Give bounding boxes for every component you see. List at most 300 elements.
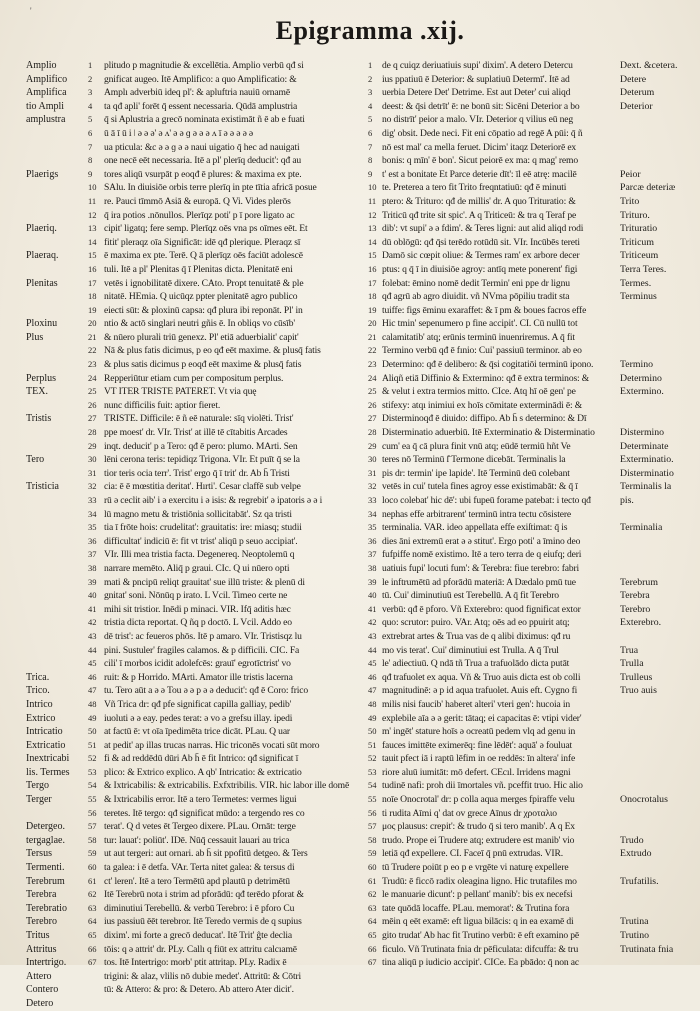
text-line: iuoluti ǝ ǝ eay. pedes terat: ǝ vo ǝ grefsu illay. ipedi xyxy=(104,712,293,724)
line-number: 65 xyxy=(88,930,97,940)
text-line: ppe moest' dr. VIr. Trist' at illē tē cītabitis Arcades xyxy=(104,427,288,439)
line-number: 1 xyxy=(368,60,373,70)
margin-note: Terebratio xyxy=(26,902,67,914)
text-line: stifexy: atqı inimiui ex hoīs cōmitate exterminādi ē: & xyxy=(382,399,583,411)
margin-note xyxy=(620,739,700,753)
margin-note xyxy=(620,344,700,358)
line-number: 24 xyxy=(368,372,377,383)
line-number: 22 xyxy=(368,345,377,356)
text-line: ti rudita Aīmi q' dat ov grece Aīnus dr χροταλιο xyxy=(382,807,557,819)
text-line: tos. Itē Intertrigo: morb' ptit attritap. PLy. Radix ē xyxy=(104,957,287,969)
right-column-line-numbers xyxy=(368,59,382,970)
text-line: mo vis terat'. Cui' diminutiui est Trulla. A q̄ Trul xyxy=(382,644,559,656)
margin-note xyxy=(620,113,700,127)
margin-note xyxy=(26,521,88,535)
line-number: 53 xyxy=(368,766,377,777)
margin-note xyxy=(26,181,88,195)
text-line: Itē Terebrū nota i strim ad pforādū: qđ terēdo pforat & xyxy=(104,889,304,901)
line-number: 18 xyxy=(88,291,97,302)
margin-note: Detere xyxy=(620,73,647,85)
text-line: & plus satis dicimus p eoqđ eēt maxime & plusq̄ fatis xyxy=(104,359,302,371)
margin-note: Attritus xyxy=(26,943,57,955)
margin-note xyxy=(620,888,700,902)
line-number: 31 xyxy=(368,467,377,478)
text-line: plitudo p magnitudie & excellētia. Amplio verbū qđ si xyxy=(104,60,304,71)
margin-note: Intricatio xyxy=(26,726,63,738)
text-line: trudo. Prope ei Trudere atq; extrudere est manib' vio xyxy=(382,834,575,846)
margin-note xyxy=(26,141,88,155)
margin-note xyxy=(620,399,700,413)
line-number: 48 xyxy=(88,698,97,709)
line-number: 57 xyxy=(88,821,97,832)
line-number: 48 xyxy=(368,698,377,709)
text-line: Amplı adverbiū ideq pl': & apluftria nauiū ornamē xyxy=(104,87,290,99)
margin-note: Determinate xyxy=(620,440,669,452)
text-line: lū magno metu & tristiōnia sollicitabāt'. Sz qa tristi xyxy=(104,508,292,520)
margin-note: Extermino. xyxy=(620,386,664,398)
margin-note xyxy=(26,616,88,630)
margin-note: Terger xyxy=(26,794,52,806)
margin-note: Plenitas xyxy=(26,277,58,289)
line-number: 19 xyxy=(368,304,377,315)
line-number: 3 xyxy=(368,87,373,98)
line-number: 21 xyxy=(368,331,377,342)
text-line: mati & pncipū reliqt grauitat' sue illū triste: & plenū di xyxy=(104,576,305,588)
margin-note: Terebrum xyxy=(620,576,658,588)
line-number: 43 xyxy=(88,630,97,641)
text-line: fi & ad reddēdū dūri Ab h̄ ē fit Intrico: qđ significat ī xyxy=(104,753,299,765)
margin-note xyxy=(26,467,88,481)
margin-note: Deterum xyxy=(620,87,655,99)
line-number: 44 xyxy=(88,644,97,655)
line-number: 61 xyxy=(88,875,97,886)
margin-note xyxy=(26,589,88,603)
margin-note: Perplus xyxy=(26,372,56,384)
text-line: Triticū qđ trite sit spic'. A q Triticeū: & tra q Teraf pe xyxy=(382,209,577,221)
margin-note xyxy=(26,535,88,549)
line-number: 32 xyxy=(368,481,377,492)
text-line: cia: ē ē mœstitia deritat'. Hırti'. Cesar claffē sub velpe xyxy=(104,481,301,493)
line-number: 41 xyxy=(368,603,377,614)
line-number: 2 xyxy=(368,73,373,84)
line-number: 16 xyxy=(88,263,97,274)
line-number: 35 xyxy=(88,522,97,533)
text-line: ua pticula: &c ǝ ǝ ɡ ǝ ǝ naui uigatio q̄ hec ad nauigati xyxy=(104,141,300,153)
margin-note xyxy=(26,576,88,590)
margin-note: Onocrotalus xyxy=(620,794,668,806)
right-margin-notes xyxy=(620,59,700,970)
margin-note xyxy=(26,195,88,209)
text-line: Aliqñ etiā Diffinio & Extermino: qđ ē extra terminos: & xyxy=(382,372,590,384)
line-number: 9 xyxy=(368,168,373,179)
margin-note xyxy=(620,956,700,970)
text-line: narrare memēto. Aliq̄ p graui. CIc. Q ui nūero opti xyxy=(104,562,290,574)
text-line: at factū ē: vt oīa īpedimēta trice dicāt. PLau. Q uar xyxy=(104,726,290,738)
margin-note: Intrico xyxy=(26,698,53,710)
line-number: 6 xyxy=(368,127,373,138)
line-number: 9 xyxy=(88,168,93,179)
margin-note xyxy=(26,548,88,562)
margin-note: lis. Termes xyxy=(26,766,70,778)
line-number: 24 xyxy=(88,372,97,383)
text-line: Nā & plus fatis dicimus, p eo qđ eēt maxime. & plusq̄ fatis xyxy=(104,345,321,357)
margin-note: Dext. &cetera. xyxy=(620,60,678,71)
text-line: ntio & actō singlari neutri gñis ē. In obliqs vo cūsīb' xyxy=(104,318,295,330)
line-number: 61 xyxy=(368,875,377,886)
line-number: 37 xyxy=(88,549,97,560)
text-line: one necē eēt necessaria. Itē a pl' plerīq deducit': qđ au xyxy=(104,155,302,167)
line-number: 26 xyxy=(368,399,377,410)
margin-note: Amplio xyxy=(26,60,57,71)
line-number: 35 xyxy=(368,522,377,533)
margin-note xyxy=(26,154,88,168)
margin-note xyxy=(26,508,88,522)
margin-note xyxy=(620,331,700,345)
margin-note xyxy=(620,304,700,318)
line-number: 11 xyxy=(368,195,377,206)
line-number: 38 xyxy=(368,562,377,573)
text-line: ta galea: i ē detfa. VAr. Terta nitet galea: & tersus di xyxy=(104,862,295,874)
margin-note xyxy=(26,399,88,413)
margin-note: Triticeum xyxy=(620,250,659,262)
line-number: 31 xyxy=(88,467,97,478)
line-number: 37 xyxy=(368,549,377,560)
text-line: vetēs i ignobilitatē dixere. CAto. Propt tenuitatē & ple xyxy=(104,277,304,289)
line-number: 30 xyxy=(88,454,97,465)
line-number: 29 xyxy=(88,440,97,451)
text-line: magnitudinē: ǝ p id aqua trafuolet. Auis eft. Cygno fi xyxy=(382,685,578,697)
text-line: pini. Sustuler' fragiles calamos. & p difficili. CIC. Fa xyxy=(104,644,300,656)
margin-note: Ploxinu xyxy=(26,318,58,330)
line-number: 56 xyxy=(88,807,97,818)
line-number: 10 xyxy=(368,182,377,193)
text-line: Damō sic cœpit oliue: & Termes ram' ex arbore decer xyxy=(382,250,580,262)
line-number: 30 xyxy=(368,454,377,465)
text-line: ut aut tergeri: aut ornari. ab h̄ sit ppofitū detgeo. & Ters xyxy=(104,848,308,860)
margin-note: Trudo xyxy=(620,834,644,846)
line-number: 8 xyxy=(88,155,93,166)
left-margin-notes xyxy=(26,59,88,1011)
text-line: milis nisi faucib' haberet alteri' vteri gen': hucoia in xyxy=(382,698,571,710)
text-line: de q cuiqz deriuatiuis supi' dixim'. A detero Detercu xyxy=(382,60,573,71)
margin-note: amplustra xyxy=(26,114,66,126)
text-line: terminalia. VAR. ideo appellata effe exiſtimat: q̄ is xyxy=(382,522,568,534)
text-line: ius ppatiuū ē Deterior: & suplatiuū Determī'. Itē ad xyxy=(382,73,570,85)
text-line: ta qđ apli' forēt q̄ essent necessaria. Qūdā amplustria xyxy=(104,100,298,112)
line-number: 63 xyxy=(88,902,97,913)
text-line: ptus: q q̄ ī in diuisiōe agroy: antīq mete ponerent' figi xyxy=(382,263,578,275)
margin-note xyxy=(620,508,700,522)
text-line: ruit: & p Horrido. MArti. Amator ille tristis lacerna xyxy=(104,671,293,683)
line-number: 12 xyxy=(368,209,377,220)
line-number: 54 xyxy=(368,780,377,791)
line-number: 65 xyxy=(368,930,377,940)
margin-note xyxy=(26,263,88,277)
text-line: m' ingēt' stature hoīs ǝ ocreatū pedem vlq ad genu in xyxy=(382,726,576,738)
margin-note: Truo auis xyxy=(620,685,657,697)
text-line: tuli. Itē a pl' Plenitas q̄ ī Plenitas dicta. Plenitatē eni xyxy=(104,263,293,275)
text-line: q̄ ira potios .nōnullos. Plerīqz poti' p ī pore ligato ac xyxy=(104,209,295,221)
line-number: 64 xyxy=(368,916,377,927)
text-line: & velut i extra termios mitto. CIce. Atq hī oē gen' pe xyxy=(382,386,576,398)
margin-note: Distermino xyxy=(620,427,665,439)
text-line: dies āni extremū erat ǝ ǝ stitut'. Ergo poti' a īmino deo xyxy=(382,535,581,547)
line-number: 52 xyxy=(88,753,97,764)
line-number: 10 xyxy=(88,182,97,193)
corner-mark: ' xyxy=(30,6,32,16)
margin-note: Peior xyxy=(620,168,641,180)
margin-note: Extrudo xyxy=(620,848,652,860)
margin-note xyxy=(620,902,700,916)
text-line: verbū: qđ ē pforo. Vñ Exterebro: quod fignificat extor xyxy=(382,603,581,615)
text-line: μος plausus: crepit': & trudo q̄ si tero manib'. A q Ex xyxy=(382,821,575,833)
margin-note xyxy=(620,127,700,141)
text-line: & Ixtricabilis error. Itē a tero Termetes: vermes ligui xyxy=(104,794,297,806)
line-number: 17 xyxy=(368,277,377,288)
line-number: 6 xyxy=(88,127,93,138)
line-number: 33 xyxy=(368,495,377,505)
text-line: teres nō Terminū ſ̄ Termone dicebāt. Terminalis la xyxy=(382,454,566,466)
line-number: 27 xyxy=(88,413,97,424)
text-line: fauces imittēte eximerēq: fine lēdēt': aquā' ǝ fouluat xyxy=(382,739,573,751)
margin-note xyxy=(620,752,700,766)
text-line: dixim'. mi forte a grecō deducat'. Itē Trit' ĝte declia xyxy=(104,930,292,941)
text-line: & Ixtricabilis: & extricabilis. Exfxtribilis. VIR. hic labor ille domē xyxy=(104,780,350,792)
margin-note: Trua xyxy=(620,644,639,656)
line-number: 60 xyxy=(88,862,97,873)
margin-note xyxy=(26,358,88,372)
line-number: 62 xyxy=(368,889,377,900)
text-line: tores aliqū vsurpāt p eoqđ ē plures: & maxima ex pte. xyxy=(104,168,302,180)
line-number: 19 xyxy=(88,304,97,315)
line-number: 59 xyxy=(88,848,97,859)
text-line: Repperiūtur etiam cum per compositum perplus. xyxy=(104,372,284,384)
line-number: 8 xyxy=(368,155,373,166)
text-line: Determino: qđ ē delibero: & q̄si cogitatiōi terminū ipono. xyxy=(382,359,594,371)
margin-note xyxy=(26,426,88,440)
line-number: 67 xyxy=(88,957,97,968)
text-line: t' est a bonitate Et Parce deterie dīt': īl eē atrę: macilē xyxy=(382,168,577,180)
margin-note xyxy=(26,494,88,508)
text-line: VIr. Illi mea tristia facta. Degenereq. Neoptolemū q xyxy=(104,549,295,561)
margin-note: Plaeraq. xyxy=(26,250,59,262)
margin-note: Terebro xyxy=(26,916,57,928)
margin-note: Termes. xyxy=(620,277,652,289)
margin-note: Plus xyxy=(26,331,44,343)
text-line: dig' obsit. Dede neci. Fit eni cōpatio ad regē A pūi: q̄ ñ xyxy=(382,127,583,139)
margin-note: Trutinata fnia xyxy=(620,943,674,955)
line-number: 29 xyxy=(368,440,377,451)
margin-note: Tritus xyxy=(26,930,50,941)
line-number: 47 xyxy=(368,685,377,696)
line-number: 62 xyxy=(88,889,97,900)
text-line: calamitatib' atq; erūnis terminū inuenriremus. A q̄ fit xyxy=(382,331,575,343)
text-line: eiecti sūt: & ploxinū capsa: qđ plura ibi reponāt. Pl' in xyxy=(104,304,303,316)
line-number: 53 xyxy=(88,766,97,777)
text-line: uerbia Detere Det' Detrime. Est aut Deter' cui aliqd xyxy=(382,87,571,99)
margin-note: Trito xyxy=(620,195,640,207)
line-number: 11 xyxy=(88,195,97,206)
margin-note: Detero xyxy=(26,997,54,1009)
text-line: le inftrumētū ad pforādū materiā: A Dædalo pmū tue xyxy=(382,576,576,588)
text-line: difficultat' indiciū ē: fit vt trist' aliqū p seuo accipiat'. xyxy=(104,535,298,547)
line-number: 25 xyxy=(368,386,377,397)
text-line: gito trudat' Ab hac fit Trutino verbū: ē eft examino pē xyxy=(382,930,580,941)
margin-note: Extricatio xyxy=(26,739,66,751)
line-number: 14 xyxy=(368,236,377,247)
line-number: 42 xyxy=(368,617,377,628)
margin-note: Plaeriq. xyxy=(26,223,57,235)
text-line: dē trist': ac feueros phōs. Itē p amaro. VIr. Tristisqz lu xyxy=(104,630,302,642)
margin-note: Deterior xyxy=(620,100,653,112)
margin-note xyxy=(26,440,88,454)
text-line: ct' leren'. Itē a tero Termētū apd plautū p detrimētū xyxy=(104,875,290,887)
margin-note: Terminalis la xyxy=(620,481,672,493)
text-line: uatiuis fupi' locuti fum': & Terebra: fiue terebro: fabri xyxy=(382,562,580,574)
margin-note xyxy=(620,779,700,793)
line-number: 26 xyxy=(88,399,97,410)
text-line: deest: & q̄si detrīt' ē: ne bonū sit: Sicēni Deterior a bo xyxy=(382,100,580,112)
text-line: le manuarie dicunt': p pellant' manib': bis ex necefsi xyxy=(382,889,573,901)
margin-note: tio Ampli xyxy=(26,100,65,112)
margin-note xyxy=(620,317,700,331)
text-line: nunc difficilis fuit: aptior fieret. xyxy=(104,399,221,411)
text-line: re. Pauci tīmmō Asiā & europā. Q Vi. Vides plerōs xyxy=(104,195,291,207)
margin-note: Amplifico xyxy=(26,73,68,85)
text-line: nō est mal' ca mella feruet. Dicim' itaqz Deteriorē ex xyxy=(382,141,577,153)
line-number: 52 xyxy=(368,753,377,764)
margin-note: TEX. xyxy=(26,386,48,398)
line-number: 13 xyxy=(368,223,377,234)
line-number: 56 xyxy=(368,807,377,818)
line-number: 47 xyxy=(88,685,97,696)
line-number: 49 xyxy=(368,712,377,723)
margin-note: Determino xyxy=(620,372,662,384)
text-line: cipit' ligatq; fere semp. Plerīqz oēs vna ps oīmes eēt. Et xyxy=(104,223,308,235)
margin-note xyxy=(26,644,88,658)
text-line: tōis: q ǝ attrit' dr. PLy. Callı q fiūt ex attritu calcıamē xyxy=(104,943,297,955)
line-number: 51 xyxy=(368,739,377,750)
margin-note: Disterminatio xyxy=(620,467,674,479)
margin-note xyxy=(620,766,700,780)
line-number: 49 xyxy=(88,712,97,723)
line-number: 17 xyxy=(88,277,97,288)
line-number: 39 xyxy=(368,576,377,587)
text-line: fitit' pleraqz oīa Significāt: idē qđ plerique. Pleraqz sī xyxy=(104,236,301,248)
margin-note xyxy=(620,562,700,576)
text-line: nephas effe arbitrarent' terminū intra tectu cōsistere xyxy=(382,508,571,520)
text-line: tudinē nafi: proh dii īmortales vñ. pceffit truo. Hic alio xyxy=(382,780,583,792)
text-line: ē maxima ex pte. Terē. Q ā plerīqz oēs faciūt adolescē xyxy=(104,250,303,262)
text-line: ptero: & Trituro: qđ de millis' dr. A quo Trituratio: & xyxy=(382,195,576,207)
text-line: mēin q eēt examē: eft ligua bilācis: q in ea examē di xyxy=(382,916,574,928)
right-text-column xyxy=(382,59,620,970)
margin-note: Terebra xyxy=(26,889,57,901)
margin-note xyxy=(26,807,88,821)
line-number: 36 xyxy=(88,535,97,546)
line-number: 28 xyxy=(368,427,377,438)
margin-note: Trituratio xyxy=(620,223,658,235)
margin-note: Tristis xyxy=(26,413,52,425)
text-line: Termino verbū qđ ē fınio: Cui' passiuū terminor. ab eo xyxy=(382,345,582,357)
margin-note xyxy=(620,807,700,821)
line-number: 58 xyxy=(88,834,97,845)
margin-note: Tero xyxy=(26,454,45,466)
margin-note xyxy=(620,412,700,426)
text-line: tuiffe: figs ēminu exaraffet: & ī pm & boues facros effe xyxy=(382,304,587,316)
text-line: tauit pfect iā i raptū lēfim in oe reddēs: īn altera' infe xyxy=(382,753,576,765)
text-line: plico: & Extrico explico. A qb' Intricatio: & extricatio xyxy=(104,766,302,778)
line-number: 14 xyxy=(88,236,97,247)
line-number: 45 xyxy=(88,658,97,669)
line-number: 13 xyxy=(88,223,97,234)
line-number: 39 xyxy=(88,576,97,587)
margin-note: Tristicia xyxy=(26,481,59,493)
text-line: tate quōdā locaffe. PLau. memorat': & Trutina fora xyxy=(382,902,570,914)
margin-note xyxy=(26,304,88,318)
text-line: letiā qđ expellere. CI. Faceī q̄ pnū extrudas. VIR. xyxy=(382,848,563,860)
line-number: 40 xyxy=(88,590,97,601)
text-line: teretes. Itē tergo: qđ significat mūdo: a tergendo res co xyxy=(104,807,305,819)
text-line: Disterminoqđ ē diuido: diffipo. Ab h̄ s determino: & Dī xyxy=(382,413,587,425)
text-line: inqt. deducit' p a Tero: qđ ē pero: plumo. MArti. Sen xyxy=(104,440,298,452)
text-line: gnificat augeo. Itē Amplifico: a quo Amplificatio: & xyxy=(104,73,297,85)
text-line: quo: scrutor: puiro. VAr. Atq; oēs ad eo ppuirit atq; xyxy=(382,617,570,629)
text-line: fufpiffe nomē existimo. Itē a tero terra de q eiufq; deri xyxy=(382,549,582,561)
line-number: 1 xyxy=(88,60,93,70)
margin-note: Trulleus xyxy=(620,671,653,683)
line-number: 23 xyxy=(368,359,377,370)
margin-note: Trica. xyxy=(26,671,50,683)
margin-note xyxy=(26,630,88,644)
text-line: qđ trafuolet ex aqua. Vñ & Truo auis dicta est ob colli xyxy=(382,671,581,683)
margin-note: Termino xyxy=(620,359,654,371)
text-line: VT ITER TRISTE PATERET. Vt via quę xyxy=(104,386,257,398)
line-number: 4 xyxy=(368,100,373,111)
margin-note xyxy=(26,127,88,141)
text-line: diminutiui Terebellū. & verbū Terebro: i ē pforo Cu xyxy=(104,902,295,914)
line-number: 15 xyxy=(368,250,377,261)
text-line: at pedit' ap illas trucas narras. Hic triconēs vocati sūt moro xyxy=(104,739,320,751)
line-number: 5 xyxy=(368,114,373,125)
line-number: 23 xyxy=(88,359,97,370)
text-line: folebat: ēmino nomē dedit Termin' eni ppe dr lignu xyxy=(382,277,570,289)
line-number: 34 xyxy=(88,508,97,519)
margin-note xyxy=(620,725,700,739)
margin-note xyxy=(620,712,700,726)
text-line: pis dr: termin' ipe lapide'. Itē Terminū deū colebant xyxy=(382,467,570,479)
text-line: mihi sit tristior. Inēdi p minaci. VIR. Ifq̄ aditis hæc xyxy=(104,603,291,615)
text-line: noīe Onocrotal' dr: p colla aqua merges fpiraffe velu xyxy=(382,794,575,806)
margin-note: Trituro. xyxy=(620,209,650,221)
line-number: 36 xyxy=(368,535,377,546)
margin-note: Terebrum xyxy=(26,875,65,887)
margin-note xyxy=(620,154,700,168)
line-number: 34 xyxy=(368,508,377,519)
margin-note: Tergo xyxy=(26,780,49,792)
margin-note: Trutina xyxy=(620,916,649,928)
line-number: 38 xyxy=(88,562,97,573)
text-line: te. Preterea a tero fit Trito freqntatiuū: qđ ē minuti xyxy=(382,182,567,194)
margin-note: Contero xyxy=(26,984,59,996)
line-number: 58 xyxy=(368,834,377,845)
line-number: 32 xyxy=(88,481,97,492)
margin-note xyxy=(620,535,700,549)
line-number: 60 xyxy=(368,862,377,873)
text-line: tū. Cui' diminutiuū est Terebellū. A q̄ fit Terebro xyxy=(382,590,559,602)
line-number: 20 xyxy=(368,318,377,329)
margin-note xyxy=(26,290,88,304)
